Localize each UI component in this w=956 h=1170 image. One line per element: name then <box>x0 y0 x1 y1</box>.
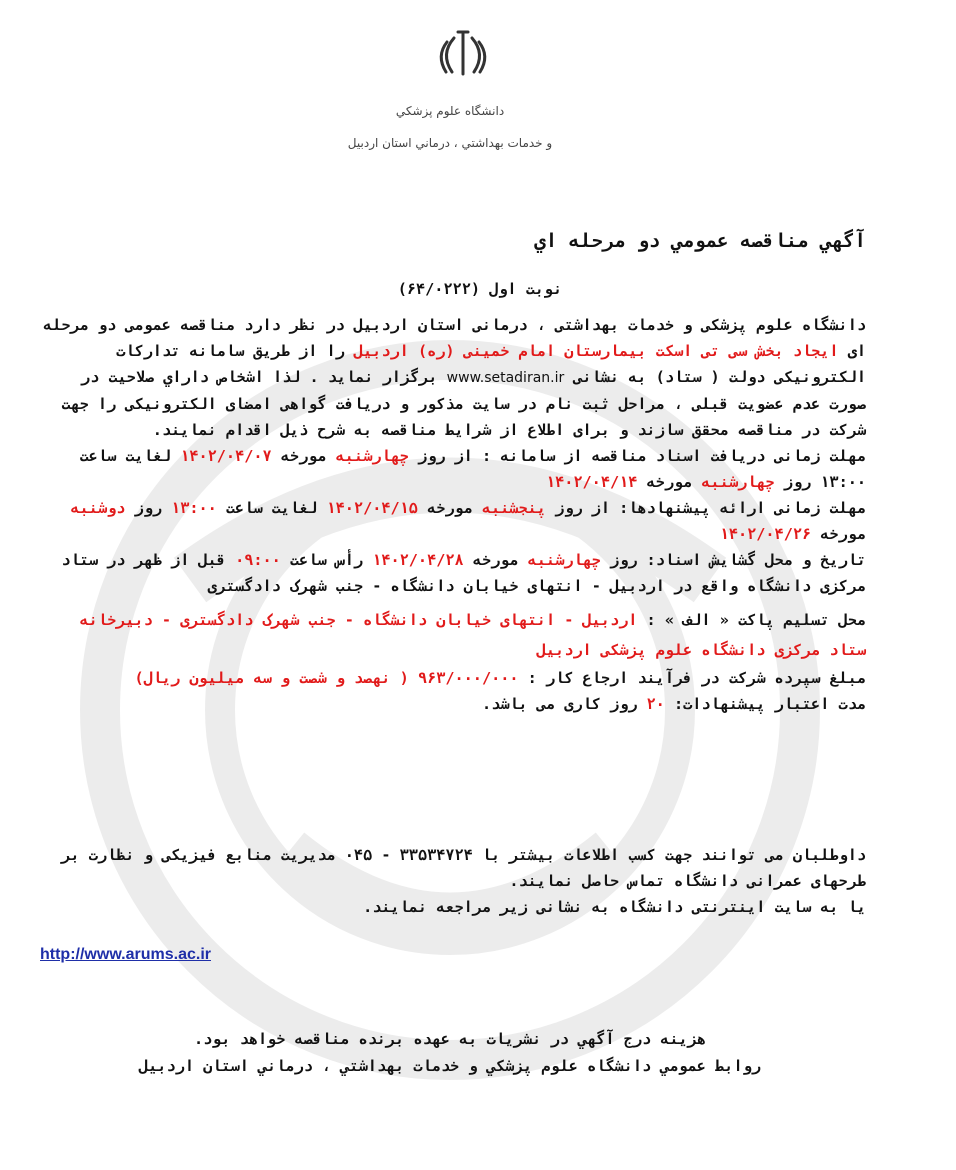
project-title: ایجاد بخش سی تی اسکت بیمارستان امام خمینی (ره) اردبیل <box>353 342 839 360</box>
validity-period: مدت اعتبار پیشنهادات: ۲۰ روز کاری می باشد. <box>481 695 866 713</box>
opening-info: تاریخ و محل گشایش اسناد: روز چهارشنبه مورخه ۱۴۰۲/۰۴/۲۸ رأس ساعت ۰۹:۰۰ قبل از ظهر در ستاد مرکزی دانشگاه واقع در اردبیل - انتهای خیابان دانشگاه - جنب شهرک دادگستری <box>61 551 866 595</box>
announcement-body <box>40 312 866 717</box>
contact-line2: یا به سایت اینترنتی دانشگاه به نشانی زیر مراجعه نمایند. <box>363 898 866 916</box>
iran-emblem-icon <box>434 26 492 82</box>
announcement-number: نوبت اول (۶۴/۰۲۲۲) <box>397 280 563 298</box>
setad-url[interactable]: www.setadiran.ir <box>446 370 565 386</box>
contact-line1: داوطلبان می توانند جهت کسب اطلاعات بیشتر با ۳۳۵۳۴۷۲۴ - ۰۴۵ مدیریت منابع فیزیکی و نظارت بر طرحهای عمرانی دانشگاه تماس حاصل نمایند. <box>61 846 866 890</box>
university-website-link[interactable]: http://www.arums.ac.ir <box>40 946 211 963</box>
document-period: مهلت زمانی دریافت اسناد مناقصه از سامانه : از روز چهارشنبه مورخه ۱۴۰۲/۰۴/۰۷ لغایت ساعت ۱۳:۰۰ روز چهارشنبه مورخه ۱۴۰۲/۰۴/۱۴ <box>79 447 866 491</box>
university-name-line2: و خدمات بهداشتي ، درماني استان اردبيل <box>347 136 553 150</box>
deposit-amount: مبلغ سپرده شرکت در فرآیند ارجاع کار : ۹۶۳/۰۰۰/۰۰۰ ( نهصد و شصت و سه میلیون ریال) <box>134 669 866 687</box>
envelope-delivery: محل تسلیم پاکت « الف » : اردبیل - انتهای خیابان دانشگاه - جنب شهرک دادگستری - دبیرخانه ستاد مرکزی دانشگاه علوم پزشکی اردبیل <box>79 611 866 659</box>
footer-line2: روابط عمومي دانشگاه علوم پزشكي و خدمات بهداشتي ، درماني استان اردبيل <box>139 1057 761 1075</box>
announcement-title: آگهي مناقصه عمومي دو مرحله اي <box>534 230 866 252</box>
intro-paragraph: دانشگاه علوم پزشکی و خدمات بهداشتی ، درمانی استان اردبیل در نظر دارد مناقصه عمومی دو مرحله ای ایجاد بخش سی تی اسکت بیمارستان امام خمینی (ره) اردبیل را از طریق سامانه تدارکات الکترونیکی دولت ( ستاد) به نشانی www.setadiran.ir برگزار نماید . لذا اشخاص داراي صلاحیت در صورت عدم عضویت قبلی ، مراحل ثبت نام در سایت مذکور و دریافت گواهی امضای الکترونیکی را جهت شرکت در مناقصه محقق سازند و برای اطلاع از شرایط مناقصه به شرح ذیل اقدام نمایند. <box>43 316 866 439</box>
contact-info <box>40 842 866 920</box>
university-name-line1: دانشگاه علوم پزشکي <box>395 104 505 118</box>
footer-note <box>60 1026 840 1080</box>
footer-line1: هزینه درج آگهي در نشریات به عهده برنده مناقصه خواهد بود. <box>193 1030 707 1048</box>
proposal-period: مهلت زمانی ارائه پیشنهادها: از روز پنجشنبه مورخه ۱۴۰۲/۰۴/۱۵ لغایت ساعت ۱۳:۰۰ روز دوشنبه مورخه ۱۴۰۲/۰۴/۲۶ <box>70 499 866 543</box>
